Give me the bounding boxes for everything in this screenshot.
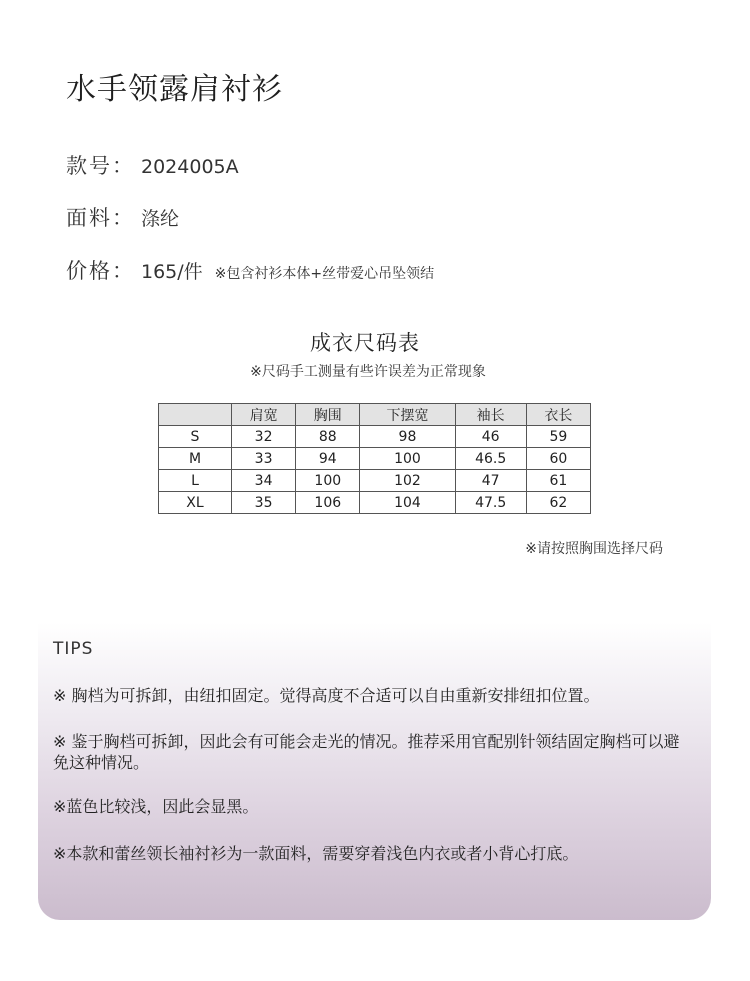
tip-item: ※ 胸档为可拆卸，由纽扣固定。觉得高度不合适可以自由重新安排纽扣位置。 [53, 686, 600, 705]
table-cell: 35 [232, 492, 296, 514]
fabric-label: 面料： [66, 206, 135, 230]
header-cell-sleeve: 袖长 [455, 404, 526, 426]
header-cell-empty [159, 404, 232, 426]
header-cell-bust: 胸围 [296, 404, 360, 426]
style-number-row [66, 150, 239, 180]
table-cell: 47.5 [455, 492, 526, 514]
fabric-value: 涤纶 [141, 208, 180, 230]
table-cell: L [159, 470, 232, 492]
table-cell: 98 [360, 426, 455, 448]
size-table [158, 403, 591, 514]
table-cell: 33 [232, 448, 296, 470]
table-cell: 100 [360, 448, 455, 470]
header-cell-length: 衣长 [526, 404, 590, 426]
style-number-label: 款号： [66, 154, 135, 178]
style-number-value: 2024005A [141, 156, 239, 178]
table-cell: S [159, 426, 232, 448]
size-chart-title: 成衣尺码表 [310, 331, 420, 355]
price-label: 价格： [66, 259, 135, 283]
product-title: 水手领露肩衬衫 [66, 72, 283, 107]
table-cell: 46 [455, 426, 526, 448]
table-cell: XL [159, 492, 232, 514]
header-cell-hem: 下摆宽 [360, 404, 455, 426]
table-cell: 47 [455, 470, 526, 492]
table-cell: 88 [296, 426, 360, 448]
price-row [66, 255, 434, 285]
table-cell: 100 [296, 470, 360, 492]
table-cell: 62 [526, 492, 590, 514]
price-note: ※包含衬衫本体+丝带爱心吊坠领结 [214, 266, 435, 282]
table-cell: 46.5 [455, 448, 526, 470]
table-cell: 106 [296, 492, 360, 514]
header-cell-shoulder: 肩宽 [232, 404, 296, 426]
table-cell: 32 [232, 426, 296, 448]
tip-item: ※本款和蕾丝领长袖衬衫为一款面料，需要穿着浅色内衣或者小背心打底。 [53, 844, 579, 863]
table-row [159, 470, 591, 492]
table-cell: 59 [526, 426, 590, 448]
tip-item: ※ 鉴于胸档可拆卸，因此会有可能会走光的情况。推荐采用官配别针领结固定胸档可以避免这种情况。 [53, 732, 680, 772]
size-selection-note: ※请按照胸围选择尺码 [525, 541, 663, 557]
size-table-header [159, 404, 591, 426]
table-cell: 34 [232, 470, 296, 492]
price-value: 165/件 [141, 261, 203, 283]
table-row [159, 448, 591, 470]
table-row [159, 492, 591, 514]
table-cell: 104 [360, 492, 455, 514]
table-row [159, 426, 591, 448]
fabric-row [66, 202, 179, 232]
size-chart-subtitle: ※尺码手工测量有些许误差为正常现象 [250, 364, 486, 380]
table-cell: 94 [296, 448, 360, 470]
tips-heading: TIPS [53, 639, 94, 659]
tip-item: ※蓝色比较浅，因此会显黑。 [53, 797, 259, 816]
table-cell: 60 [526, 448, 590, 470]
table-cell: M [159, 448, 232, 470]
table-cell: 61 [526, 470, 590, 492]
table-cell: 102 [360, 470, 455, 492]
